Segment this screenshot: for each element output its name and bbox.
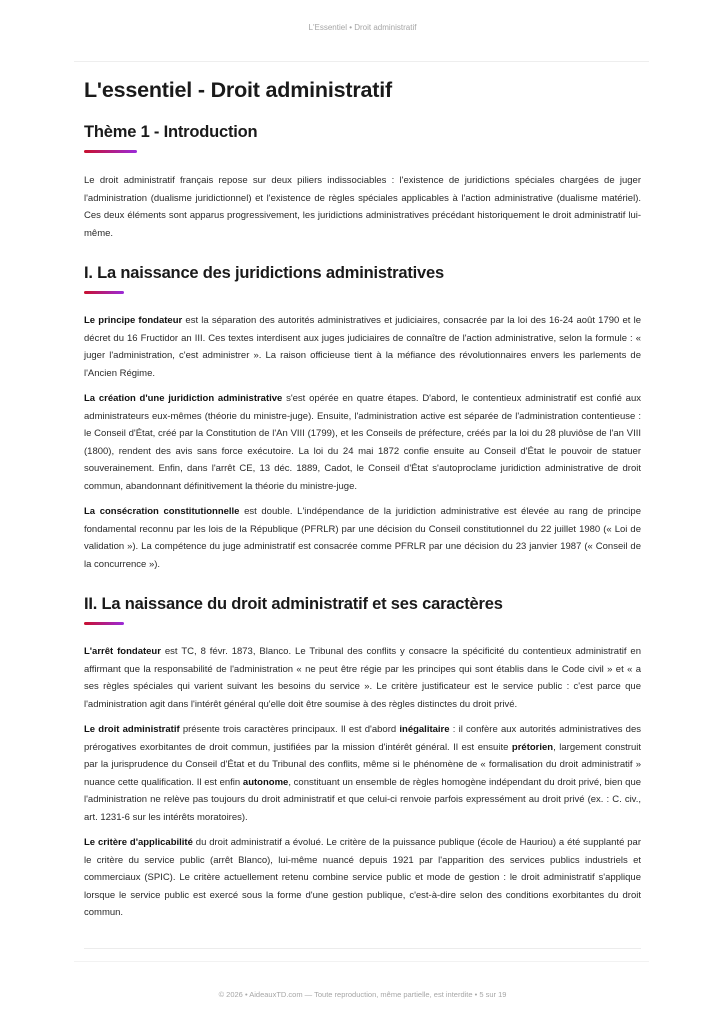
paragraph-text: est la séparation des autorités administratives et judiciaires, consacrée par la loi des 16-24 août 1790 et le décret du 16 Fructidor an III. Ces textes interdisent aux juges judiciaires de connaître de l'action administrative, selon la formule : « juger l'administration, c'est administrer ». La raison officieuse tient à la méfiance des révolutionnaires envers les parlements de l'Ancien Régime. [84, 315, 642, 379]
paragraph-text: du droit administratif a évolué. Le critère de la puissance publique (école de Hauriou) a été supplanté par le critère du service public (arrêt Blanco), lui-même nuancé depuis 1921 par l'apparition des services publics industriels et commerciaux (SPIC). Le critère actuellement retenu combine service public et mode de gestion : le droit administratif s'applique lorsque le service public est exercé sous la forme d'une gestion publique, c'est-à-dire selon des conditions exorbitantes du droit commun. [84, 837, 641, 918]
content-end-divider [84, 948, 641, 949]
section-2-paragraph-3 [84, 834, 641, 922]
section-1-paragraph-2 [84, 390, 641, 495]
paragraph-text: est TC, 8 févr. 1873, Blanco. Le Tribunal des conflits y consacre la spécificité du contentieux administratif en affirmant que la responsabilité de l'administration « ne peut être régie par les principes qui sont établis dans le Code civil » et « a ses règles spéciales qui varient suivant les besoins du service ». Le critère justificateur est le service public : c'est parce que l'administration agit dans l'intérêt général qu'elle doit être soumise à des règles distinctes du droit privé. [84, 646, 641, 710]
title-accent-bar [84, 150, 137, 153]
paragraph-lead: L'arrêt fondateur [84, 646, 161, 657]
section-2-paragraph-1 [84, 643, 641, 713]
keyword-autonome: autonome [242, 776, 289, 788]
page-content [84, 74, 641, 922]
keyword-pretorien: prétorien [511, 741, 554, 753]
paragraph-lead: La création d'une juridiction administrative [84, 393, 283, 404]
section-2-accent-bar [84, 622, 124, 625]
paragraph-text: , largement construit par la jurisprudence du Conseil d'État et du Tribunal des conflits, même si le phénomène de « formalisation du droit administratif » nuance cette qualification. Il est enfin [84, 741, 641, 788]
paragraph-text: s'est opérée en quatre étapes. D'abord, le contentieux administratif est confié aux administrateurs eux-mêmes (théorie du ministre-juge). Ensuite, l'administration active est séparée de l'administration contentieuse : le Conseil d'État, créé par la Constitution de l'An VIII (1799), et les Conseils de préfecture, créés par la loi du 28 pluviôse de l'an VIII (1800), rendent des avis sans force exécutoire. La loi du 24 mai 1872 confie ensuite au Conseil d'État le pouvoir de statuer souverainement. Enfin, dans l'arrêt CE, 13 déc. 1889, Cadot, le Conseil d'État s'autoproclame juridiction administrative de droit commun, abandonnant définitivement la théorie du ministre-juge. [84, 393, 641, 492]
footer-divider [74, 961, 649, 962]
header-divider [74, 61, 649, 62]
intro-paragraph: Le droit administratif français repose sur deux piliers indissociables : l'existence de juridictions spéciales chargées de juger l'administration (dualisme juridictionnel) et l'existence de règles spéciales applicables à l'action administrative (dualisme matériel). Ces deux éléments sont apparus progressivement, les juridictions administratives précédant historiquement le droit administratif lui-même. [84, 175, 641, 239]
running-header: L'Essentiel • Droit administratif [308, 23, 417, 32]
section-1-paragraph-3 [84, 503, 641, 573]
keyword-inegalitaire: inégalitaire [399, 724, 450, 735]
paragraph-text: : il confère aux autorités administratives des prérogatives exorbitantes de droit commun, justifiées par la mission d'intérêt général. Il est ensuite [84, 724, 642, 753]
section-2-title: II. La naissance du droit administratif et ses caractères [84, 595, 503, 613]
paragraph-lead: Le critère d'applicabilité [84, 837, 193, 848]
page-footer: © 2026 • AideauxTD.com — Toute reproduction, même partielle, est interdite • 5 sur 19 [218, 990, 507, 999]
paragraph-text: est double. L'indépendance de la juridiction administrative est élevée au rang de principe fondamental reconnu par les lois de la République (PFRLR) par une décision du Conseil constitutionnel du 22 juillet 1980 (« Loi de validation »). La compétence du juge administratif est consacrée comme PFRLR par une décision du 23 janvier 1987 (« Conseil de la concurrence »). [84, 506, 641, 570]
section-1-accent-bar [84, 291, 124, 294]
section-2-paragraph-2 [84, 721, 641, 826]
paragraph-lead: La consécration constitutionnelle [84, 506, 240, 517]
paragraph-text: présente trois caractères principaux. Il est d'abord [179, 724, 400, 735]
section-1-title: I. La naissance des juridictions administratives [84, 264, 444, 282]
paragraph-text: , constituant un ensemble de règles homogène indépendant du droit privé, bien que l'administration ne relève pas toujours du droit administratif et que celui-ci renvoie parfois expressément au droit privé (ex. : C. civ., art. 1231-6 sur les intérêts moratoires). [84, 776, 642, 823]
document-title: L'essentiel - Droit administratif [84, 78, 392, 102]
paragraph-lead: Le droit administratif [84, 724, 180, 735]
theme-title: Thème 1 - Introduction [84, 123, 258, 141]
section-1-paragraph-1 [84, 312, 641, 382]
paragraph-lead: Le principe fondateur [84, 315, 183, 326]
